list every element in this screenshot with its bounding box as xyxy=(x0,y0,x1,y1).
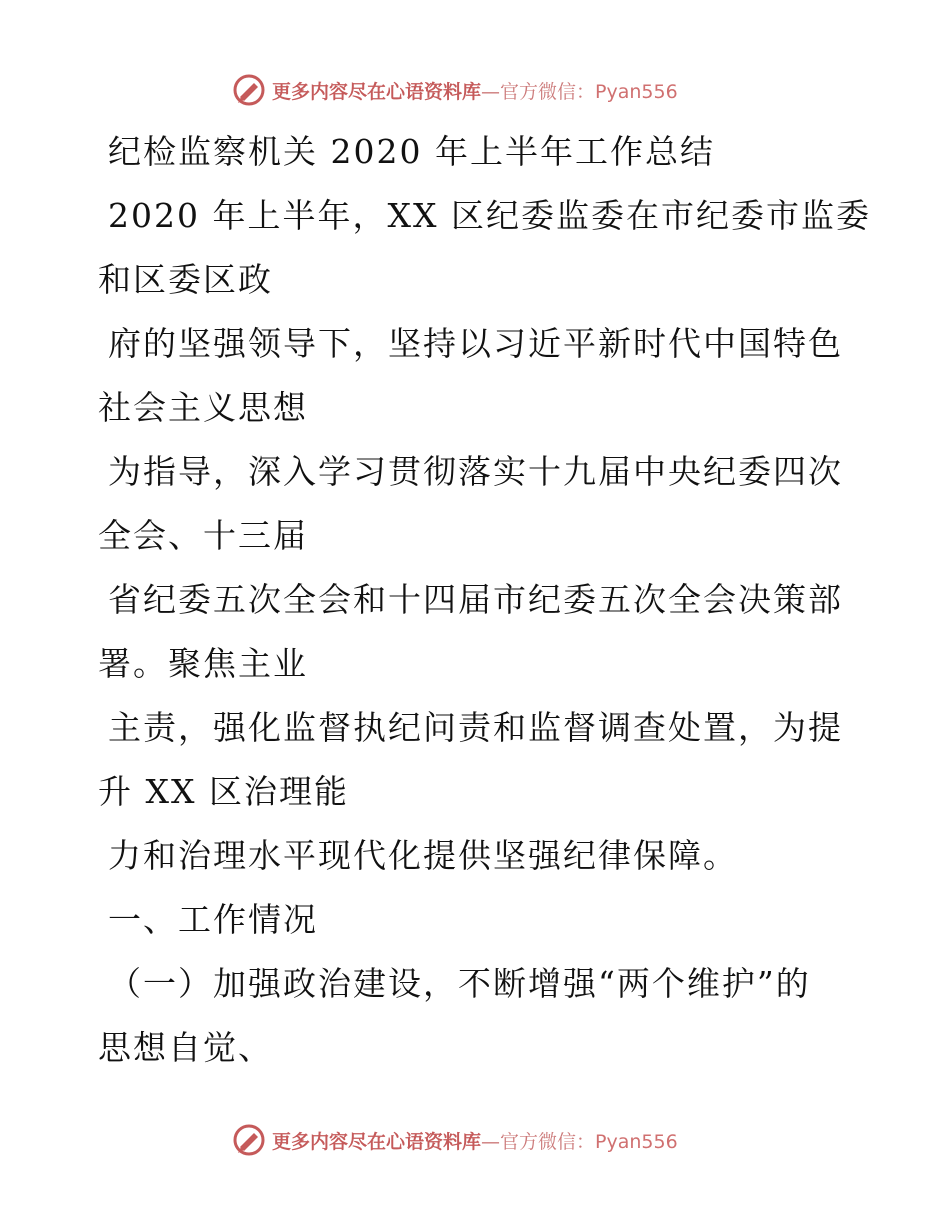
paragraph-line: 社会主义思想 xyxy=(98,388,308,427)
paragraph-line: 府的坚强领导下，坚持以习近平新时代中国特色 xyxy=(108,324,843,363)
paragraph-line: 升 XX 区治理能 xyxy=(98,772,349,811)
paragraph-line: 2020 年上半年，XX 区纪委监委在市纪委市监委 xyxy=(108,196,871,235)
pen-logo-icon xyxy=(232,73,266,107)
watermark-text xyxy=(272,77,678,104)
watermark-label: 官方微信： xyxy=(500,80,596,103)
section-heading: 一、工作情况 xyxy=(108,900,318,939)
paragraph-line: 全会、十三届 xyxy=(98,516,308,555)
header-watermark xyxy=(232,72,678,108)
watermark-brand: 更多内容尽在心语资料库 xyxy=(272,80,482,103)
paragraph-line: 力和治理水平现代化提供坚强纪律保障。 xyxy=(108,836,738,875)
watermark-text xyxy=(272,1127,678,1154)
paragraph-line: 和区委区政 xyxy=(98,260,273,299)
paragraph-line: 主责，强化监督执纪问责和监督调查处置，为提 xyxy=(108,708,843,747)
document-body xyxy=(98,120,871,1080)
watermark-brand: 更多内容尽在心语资料库 xyxy=(272,1130,482,1153)
watermark-label: 官方微信： xyxy=(500,1130,596,1153)
paragraph-line: 署。聚焦主业 xyxy=(98,644,308,683)
watermark-wechat-id: Pyan556 xyxy=(595,80,678,103)
subsection-heading: （一）加强政治建设，不断增强“两个维护”的 xyxy=(108,964,811,1003)
paragraph-line: 省纪委五次全会和十四届市纪委五次全会决策部 xyxy=(108,580,843,619)
watermark-wechat-id: Pyan556 xyxy=(595,1130,678,1153)
paragraph-line: 为指导，深入学习贯彻落实十九届中央纪委四次 xyxy=(108,452,843,491)
paragraph-line: 思想自觉、 xyxy=(98,1028,273,1067)
pen-logo-icon xyxy=(232,1123,266,1157)
watermark-dash: — xyxy=(481,1130,501,1153)
footer-watermark xyxy=(232,1122,678,1158)
document-title: 纪检监察机关 2020 年上半年工作总结 xyxy=(108,132,715,171)
watermark-dash: — xyxy=(481,80,501,103)
